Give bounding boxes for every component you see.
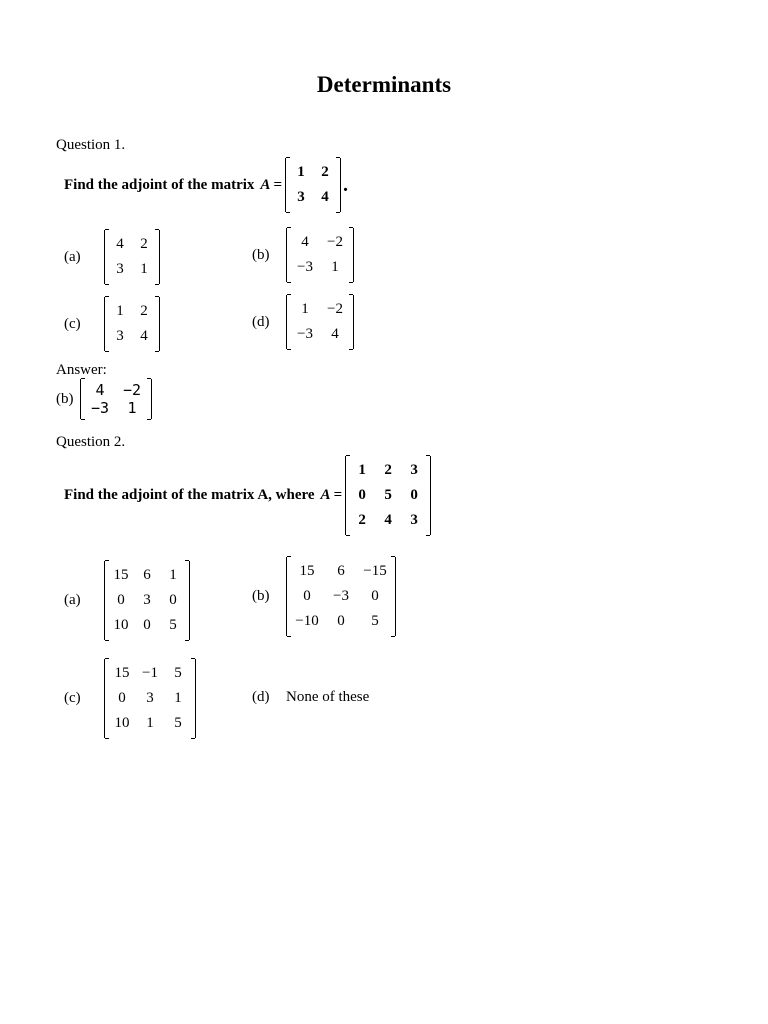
option-label: (c) bbox=[64, 315, 81, 332]
matrix-cell: 5 bbox=[384, 487, 392, 503]
question-1-period: . bbox=[343, 173, 348, 196]
option-matrix bbox=[104, 297, 160, 351]
q2-option-c bbox=[64, 659, 196, 738]
q2-option-a bbox=[64, 561, 190, 640]
question-2-equals: = bbox=[333, 487, 343, 503]
matrix-cell: 5 bbox=[174, 715, 182, 731]
matrix-cell: 4 bbox=[321, 189, 329, 205]
matrix-cell: 2 bbox=[140, 236, 148, 252]
matrix-cell: 4 bbox=[116, 236, 124, 252]
matrix-cell: 1 bbox=[331, 259, 339, 275]
matrix-cell: 5 bbox=[169, 617, 177, 633]
matrix-cell: 10 bbox=[114, 715, 130, 731]
option-text: None of these bbox=[286, 689, 370, 705]
matrix-cell: 1 bbox=[297, 164, 305, 180]
option-matrix bbox=[104, 561, 190, 640]
option-label: (c) bbox=[64, 690, 81, 706]
matrix-cell: 0 bbox=[169, 592, 177, 608]
matrix-cell: −3 bbox=[297, 326, 313, 342]
matrix-cell: 0 bbox=[358, 487, 366, 503]
matrix-cell: 1 bbox=[116, 303, 124, 319]
matrix-cell: 1 bbox=[358, 462, 366, 478]
matrix-cell: −3 bbox=[297, 259, 313, 275]
question-1-label: Question 1. bbox=[56, 137, 126, 153]
matrix-cell: 15 bbox=[299, 563, 315, 579]
matrix-cell: 4 bbox=[140, 328, 148, 344]
question-2-prompt-text: Find the adjoint of the matrix A, where bbox=[64, 487, 315, 503]
option-label: (b) bbox=[252, 246, 270, 263]
matrix-cell: 3 bbox=[116, 328, 124, 344]
matrix-cell: 10 bbox=[113, 617, 129, 633]
matrix-cell: 3 bbox=[297, 189, 305, 205]
matrix-cell: 4 bbox=[331, 326, 339, 342]
question-1-variable: A bbox=[260, 176, 271, 193]
matrix-cell: −3 bbox=[333, 588, 349, 604]
q1-option-c bbox=[64, 297, 160, 351]
question-2-label: Question 2. bbox=[56, 434, 126, 450]
matrix-cell: −3 bbox=[90, 399, 110, 417]
matrix-cell: 0 bbox=[118, 690, 126, 706]
option-label: (a) bbox=[64, 248, 81, 265]
matrix-cell: −10 bbox=[295, 613, 319, 629]
q2-option-b bbox=[252, 557, 396, 636]
matrix-cell: 0 bbox=[337, 613, 345, 629]
matrix-cell: 1 bbox=[140, 261, 148, 277]
matrix-cell: 6 bbox=[143, 567, 151, 583]
matrix-cell: 3 bbox=[410, 512, 418, 528]
matrix-cell: 0 bbox=[371, 588, 379, 604]
option-label: (d) bbox=[252, 689, 270, 705]
option-matrix bbox=[286, 295, 354, 349]
option-matrix bbox=[286, 557, 396, 636]
matrix-cell: 2 bbox=[140, 303, 148, 319]
q1-option-b bbox=[252, 228, 354, 282]
question-2-variable: A bbox=[320, 487, 331, 503]
question-2-matrix bbox=[345, 456, 431, 535]
matrix-cell: −2 bbox=[122, 381, 142, 399]
matrix-cell: 2 bbox=[384, 462, 392, 478]
matrix-cell: 0 bbox=[143, 617, 151, 633]
q1-option-d bbox=[252, 295, 354, 349]
matrix-cell: 3 bbox=[143, 592, 151, 608]
matrix-cell: −2 bbox=[327, 234, 343, 250]
matrix-cell: 15 bbox=[113, 567, 129, 583]
matrix-cell: 0 bbox=[410, 487, 418, 503]
matrix-cell: 3 bbox=[116, 261, 124, 277]
q1-option-a bbox=[64, 230, 160, 284]
matrix-cell: −15 bbox=[363, 563, 387, 579]
matrix-cell: 1 bbox=[146, 715, 154, 731]
matrix-cell: 5 bbox=[174, 665, 182, 681]
matrix-cell: −1 bbox=[142, 665, 158, 681]
matrix-cell: 15 bbox=[114, 665, 130, 681]
matrix-cell: 1 bbox=[301, 301, 309, 317]
matrix-cell: 2 bbox=[358, 512, 366, 528]
answer-block bbox=[56, 379, 152, 419]
option-matrix bbox=[286, 228, 354, 282]
question-1-equals: = bbox=[273, 176, 282, 193]
matrix-cell: 4 bbox=[301, 234, 309, 250]
matrix-cell: −2 bbox=[327, 301, 343, 317]
matrix-cell: 4 bbox=[95, 381, 105, 399]
matrix-cell: 3 bbox=[410, 462, 418, 478]
matrix-cell: 1 bbox=[127, 399, 137, 417]
answer-label: (b) bbox=[56, 390, 74, 407]
page-title: Determinants bbox=[316, 72, 452, 97]
matrix-cell: 2 bbox=[321, 164, 329, 180]
matrix-cell: 4 bbox=[384, 512, 392, 528]
question-1-prompt-text: Find the adjoint of the matrix bbox=[64, 176, 255, 193]
answer-matrix bbox=[80, 379, 152, 419]
question-1-matrix bbox=[285, 158, 341, 212]
option-matrix bbox=[104, 230, 160, 284]
option-label: (a) bbox=[64, 592, 81, 608]
matrix-cell: 3 bbox=[146, 690, 154, 706]
matrix-cell: 0 bbox=[117, 592, 125, 608]
option-label: (b) bbox=[252, 588, 270, 604]
answer-heading: Answer: bbox=[56, 362, 107, 378]
option-matrix bbox=[104, 659, 196, 738]
question-2-prompt bbox=[64, 456, 431, 535]
matrix-cell: 6 bbox=[337, 563, 345, 579]
matrix-cell: 5 bbox=[371, 613, 379, 629]
question-1-prompt bbox=[64, 158, 348, 212]
matrix-cell: 1 bbox=[174, 690, 182, 706]
q2-option-d bbox=[252, 689, 369, 706]
option-label: (d) bbox=[252, 313, 270, 330]
matrix-cell: 0 bbox=[303, 588, 311, 604]
matrix-cell: 1 bbox=[169, 567, 177, 583]
